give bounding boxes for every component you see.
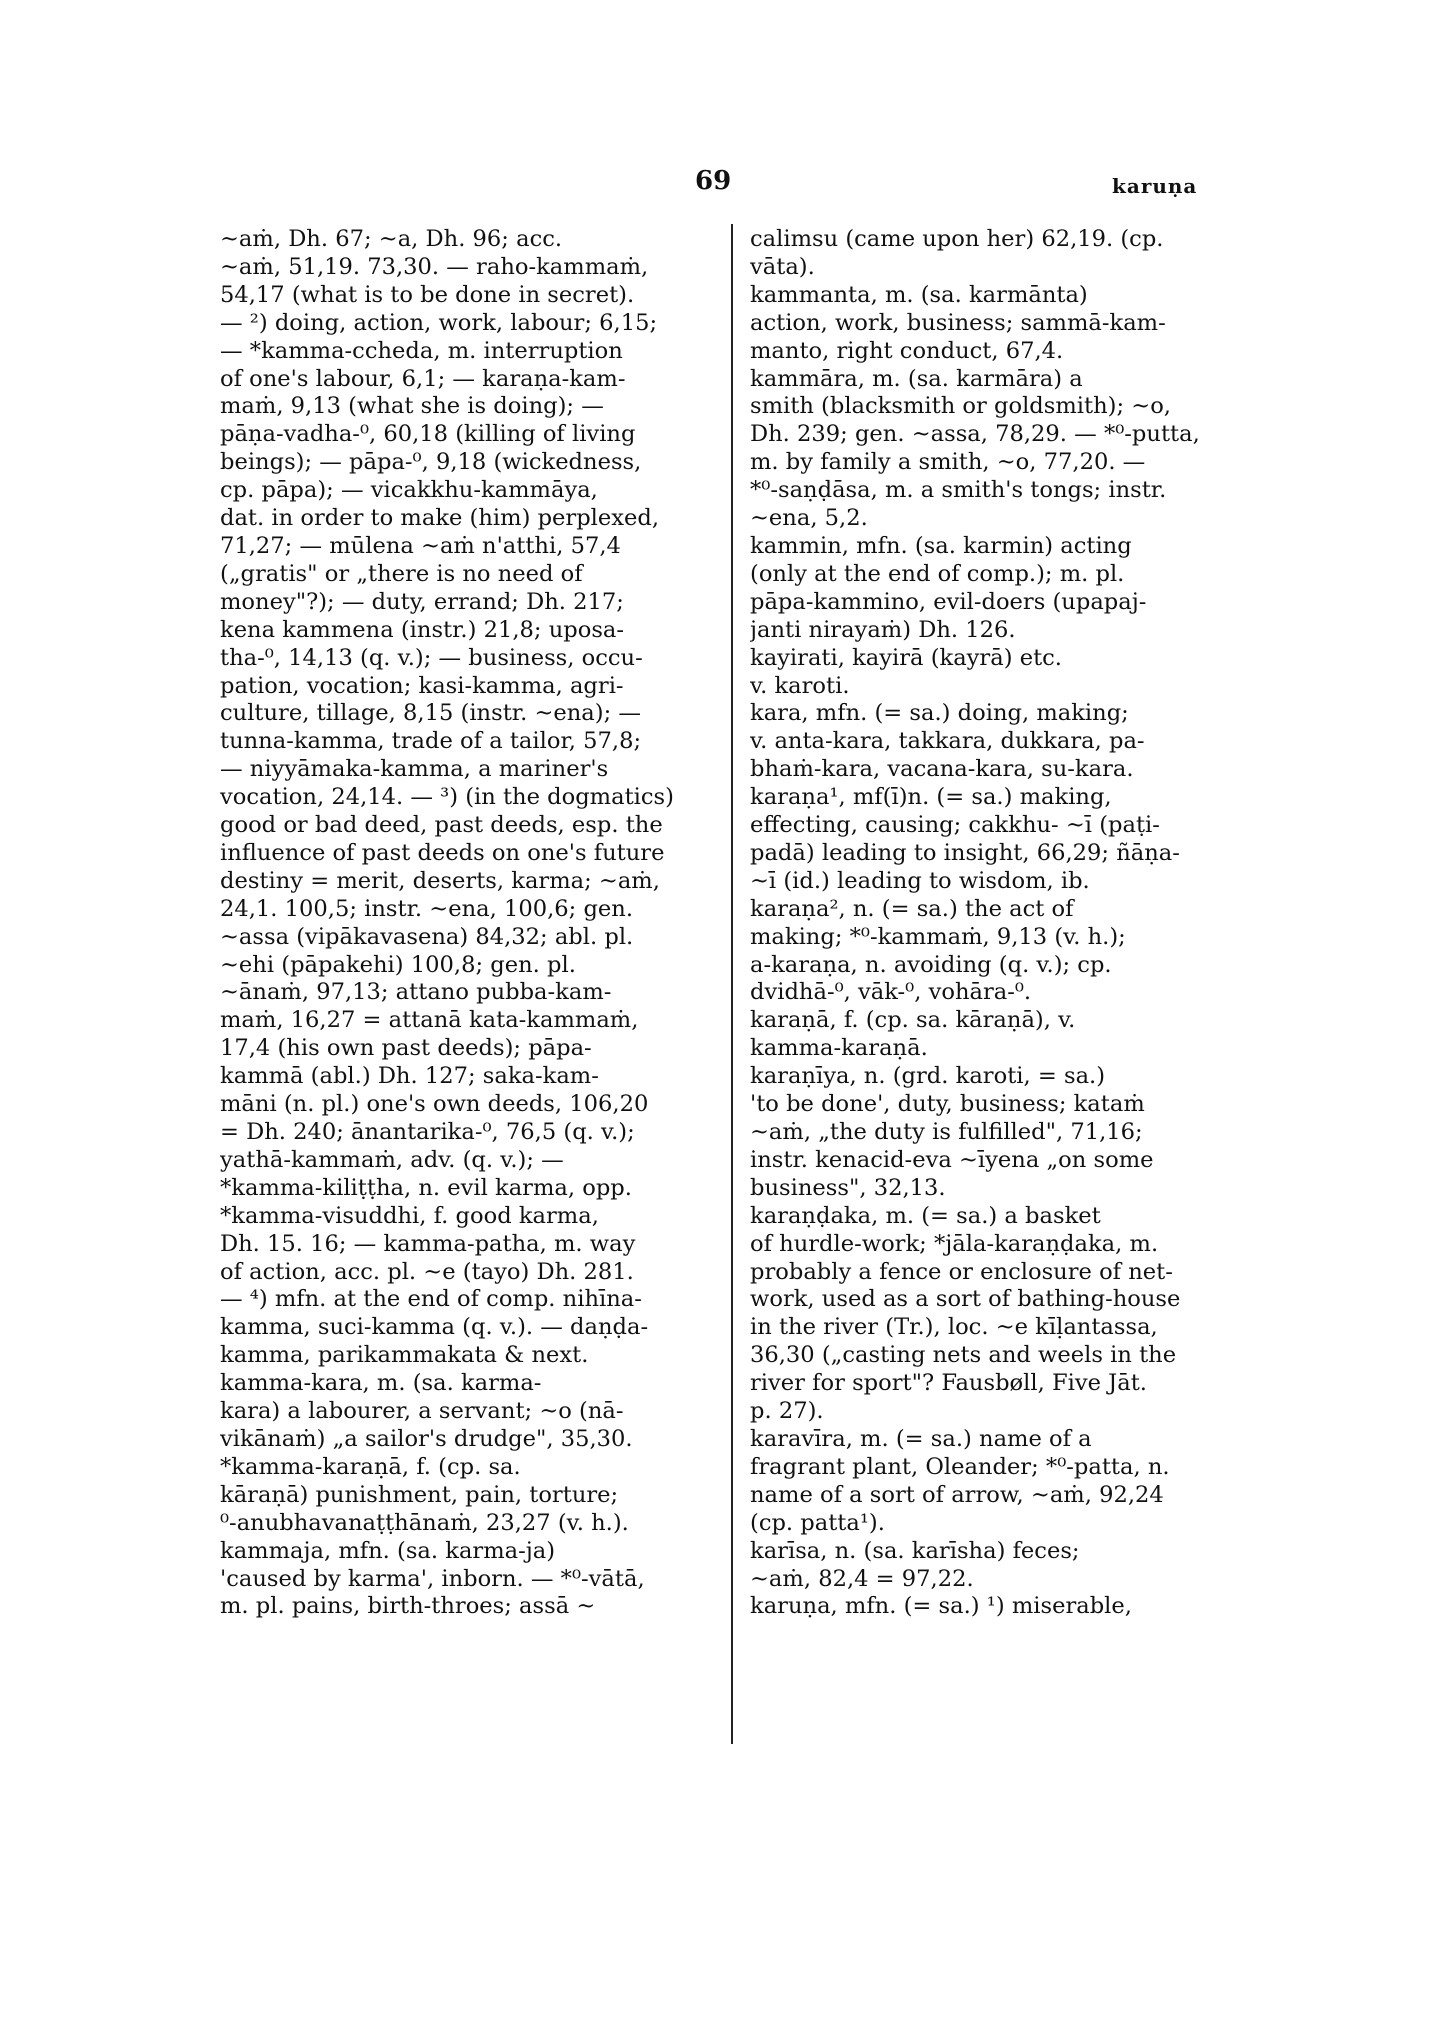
text-line: kāraṇā) punishment, pain, torture; xyxy=(220,1481,619,1508)
text-line: making; *⁰-kammaṁ, 9,13 (v. h.); xyxy=(750,923,1126,950)
text-line: vāta). xyxy=(750,253,815,280)
text-line: pāṇa-vadha-⁰, 60,18 (killing of living xyxy=(220,421,636,448)
running-head: karuṇa xyxy=(1112,174,1198,198)
text-line: p. 27). xyxy=(750,1398,824,1425)
text-line: ~aṁ, 51,19. 73,30. — raho-kammaṁ, xyxy=(220,253,649,280)
text-line: Dh. 15. 16; — kamma-patha, m. way xyxy=(220,1230,636,1257)
text-line: tha-⁰, 14,13 (q. v.); — business, occu- xyxy=(220,644,643,671)
text-line: ⁰-anubhavanaṭṭhānaṁ, 23,27 (v. h.). xyxy=(220,1509,629,1536)
text-line: *kamma-karaṇā, f. (cp. sa. xyxy=(220,1453,521,1480)
text-line: m. pl. pains, birth-throes; assā ~ xyxy=(220,1593,596,1620)
text-line: karaṇa¹, mf(ī)n. (= sa.) making, xyxy=(750,784,1112,811)
text-line: v. anta-kara, takkara, dukkara, pa- xyxy=(750,728,1145,755)
left-column xyxy=(220,226,704,1621)
text-line: (cp. patta¹). xyxy=(750,1509,885,1536)
text-line: a-karaṇa, n. avoiding (q. v.); cp. xyxy=(750,951,1112,978)
text-line: ~aṁ, „the duty is fulfilled", 71,16; xyxy=(750,1119,1143,1145)
text-line: kamma, parikammakata & next. xyxy=(220,1342,589,1369)
text-line: of one's labour, 6,1; — karaṇa-kam- xyxy=(220,365,626,392)
text-line: (only at the end of comp.); m. pl. xyxy=(750,560,1125,587)
text-line: work, used as a sort of bathing-house xyxy=(750,1286,1181,1313)
text-line: kara, mfn. (= sa.) doing, making; xyxy=(750,700,1129,727)
text-line: ~assa (vipākavasena) 84,32; abl. pl. xyxy=(220,923,634,950)
text-line: m. by family a smith, ~o, 77,20. — xyxy=(750,449,1146,476)
text-line: — niyyāmaka-kamma, a mariner's xyxy=(220,756,609,783)
text-line: kammaja, mfn. (sa. karma-ja) xyxy=(220,1537,556,1564)
text-line: ~aṁ, Dh. 67; ~a, Dh. 96; acc. xyxy=(220,226,563,252)
text-line: kamma, suci-kamma (q. v.). — daṇḍa- xyxy=(220,1314,649,1341)
text-line: karīsa, n. (sa. karīsha) feces; xyxy=(750,1537,1080,1564)
text-line: karaṇā, f. (cp. sa. kāraṇā), v. xyxy=(750,1007,1076,1034)
text-line: ~ehi (pāpakehi) 100,8; gen. pl. xyxy=(220,951,576,978)
text-line: maṁ, 9,13 (what she is doing); — xyxy=(220,393,604,420)
text-line: kammanta, m. (sa. karmānta) xyxy=(750,281,1088,308)
text-line: ~ānaṁ, 97,13; attano pubba-kam- xyxy=(220,979,612,1006)
right-column xyxy=(750,226,1234,1621)
text-line: culture, tillage, 8,15 (instr. ~ena); — xyxy=(220,700,641,727)
text-line: vocation, 24,14. — ³) (in the dogmatics) xyxy=(220,784,674,811)
text-line: — *kamma-ccheda, m. interruption xyxy=(220,337,623,364)
text-line: kammin, mfn. (sa. karmin) acting xyxy=(750,532,1132,559)
text-line: of hurdle-work; *jāla-karaṇḍaka, m. xyxy=(750,1230,1159,1257)
text-line: fragrant plant, Oleander; *⁰-patta, n. xyxy=(750,1453,1170,1480)
text-line: yathā-kammaṁ, adv. (q. v.); — xyxy=(220,1146,564,1173)
text-line: probably a fence or enclosure of net- xyxy=(750,1258,1173,1285)
text-line: 71,27; — mūlena ~aṁ n'atthi, 57,4 xyxy=(220,532,621,559)
text-line: — ²) doing, action, work, labour; 6,15; xyxy=(220,309,658,336)
text-line: tunna-kamma, trade of a tailor, 57,8; xyxy=(220,728,642,755)
text-line: kara) a labourer, a servant; ~o (nā- xyxy=(220,1398,624,1425)
text-line: 'to be done', duty, business; kataṁ xyxy=(750,1091,1145,1118)
text-line: kammāra, m. (sa. karmāra) a xyxy=(750,365,1083,392)
text-line: 24,1. 100,5; instr. ~ena, 100,6; gen. xyxy=(220,895,634,922)
text-line: 'caused by karma', inborn. — *⁰-vātā, xyxy=(220,1565,645,1592)
text-line: kamma-karaṇā. xyxy=(750,1035,928,1062)
text-line: effecting, causing; cakkhu- ~ī (paṭi- xyxy=(750,812,1160,839)
text-line: instr. kenacid-eva ~īyena „on some xyxy=(750,1146,1154,1173)
text-line: bhaṁ-kara, vacana-kara, su-kara. xyxy=(750,756,1134,783)
text-line: padā) leading to insight, 66,29; ñāṇa- xyxy=(750,839,1180,866)
text-line: māni (n. pl.) one's own deeds, 106,20 xyxy=(220,1091,649,1118)
column-divider xyxy=(731,224,733,1744)
text-line: ~aṁ, 82,4 = 97,22. xyxy=(750,1565,974,1592)
text-line: beings); — pāpa-⁰, 9,18 (wickedness, xyxy=(220,449,642,476)
text-line: („gratis" or „there is no need of xyxy=(220,560,583,587)
text-line: kamma-kara, m. (sa. karma- xyxy=(220,1370,542,1397)
text-line: pāpa-kammino, evil-doers (upapaj- xyxy=(750,588,1147,615)
text-line: kena kammena (instr.) 21,8; uposa- xyxy=(220,616,625,643)
text-line: cp. pāpa); — vicakkhu-kammāya, xyxy=(220,477,598,504)
text-line: *⁰-saṇḍāsa, m. a smith's tongs; instr. xyxy=(750,477,1167,504)
text-line: *kamma-kiliṭṭha, n. evil karma, opp. xyxy=(220,1174,632,1201)
text-line: river for sport"? Fausbøll, Five Jāt. xyxy=(750,1370,1147,1397)
text-line: karaṇa², n. (= sa.) the act of xyxy=(750,895,1074,922)
text-line: manto, right conduct, 67,4. xyxy=(750,337,1064,364)
text-line: action, work, business; sammā-kam- xyxy=(750,309,1166,336)
text-line: dat. in order to make (him) perplexed, xyxy=(220,505,660,532)
text-line: dvidhā-⁰, vāk-⁰, vohāra-⁰. xyxy=(750,979,1032,1006)
text-line: influence of past deeds on one's future xyxy=(220,839,665,866)
text-line: good or bad deed, past deeds, esp. the xyxy=(220,812,663,839)
text-line: vikānaṁ) „a sailor's drudge", 35,30. xyxy=(220,1425,633,1452)
text-line: karaṇīya, n. (grd. karoti, = sa.) xyxy=(750,1063,1106,1090)
text-line: destiny = merit, deserts, karma; ~aṁ, xyxy=(220,867,660,894)
text-line: 54,17 (what is to be done in secret). xyxy=(220,281,635,308)
page-number: 69 xyxy=(695,166,732,196)
text-line: karavīra, m. (= sa.) name of a xyxy=(750,1425,1092,1452)
text-line: 17,4 (his own past deeds); pāpa- xyxy=(220,1035,592,1062)
text-line: in the river (Tr.), loc. ~e kīḷantassa, xyxy=(750,1314,1158,1341)
text-line: 36,30 („casting nets and weels in the xyxy=(750,1342,1177,1369)
text-line: kammā (abl.) Dh. 127; saka-kam- xyxy=(220,1063,599,1090)
text-line: smith (blacksmith or goldsmith); ~o, xyxy=(750,393,1171,420)
text-line: of action, acc. pl. ~e (tayo) Dh. 281. xyxy=(220,1258,634,1285)
text-line: business", 32,13. xyxy=(750,1174,946,1201)
text-line: = Dh. 240; ānantarika-⁰, 76,5 (q. v.); xyxy=(220,1119,635,1145)
text-line: janti nirayaṁ) Dh. 126. xyxy=(750,616,1016,643)
text-line: karaṇḍaka, m. (= sa.) a basket xyxy=(750,1202,1101,1229)
text-line: karuṇa, mfn. (= sa.) ¹) miserable, xyxy=(750,1593,1132,1620)
text-line: maṁ, 16,27 = attanā kata-kammaṁ, xyxy=(220,1007,639,1034)
text-line: calimsu (came upon her) 62,19. (cp. xyxy=(750,226,1164,252)
text-line: Dh. 239; gen. ~assa, 78,29. — *⁰-putta, xyxy=(750,421,1200,448)
text-line: *kamma-visuddhi, f. good karma, xyxy=(220,1202,599,1229)
text-line: ~ena, 5,2. xyxy=(750,505,868,532)
page-header xyxy=(0,166,1440,206)
text-line: — ⁴) mfn. at the end of comp. nihīna- xyxy=(220,1286,642,1313)
text-line: v. karoti. xyxy=(750,672,850,699)
text-line: pation, vocation; kasi-kamma, agri- xyxy=(220,672,624,699)
text-line: money"?); — duty, errand; Dh. 217; xyxy=(220,588,624,615)
text-line: kayirati, kayirā (kayrā) etc. xyxy=(750,644,1062,671)
text-line: name of a sort of arrow, ~aṁ, 92,24 xyxy=(750,1481,1164,1508)
text-line: ~ī (id.) leading to wisdom, ib. xyxy=(750,867,1090,894)
